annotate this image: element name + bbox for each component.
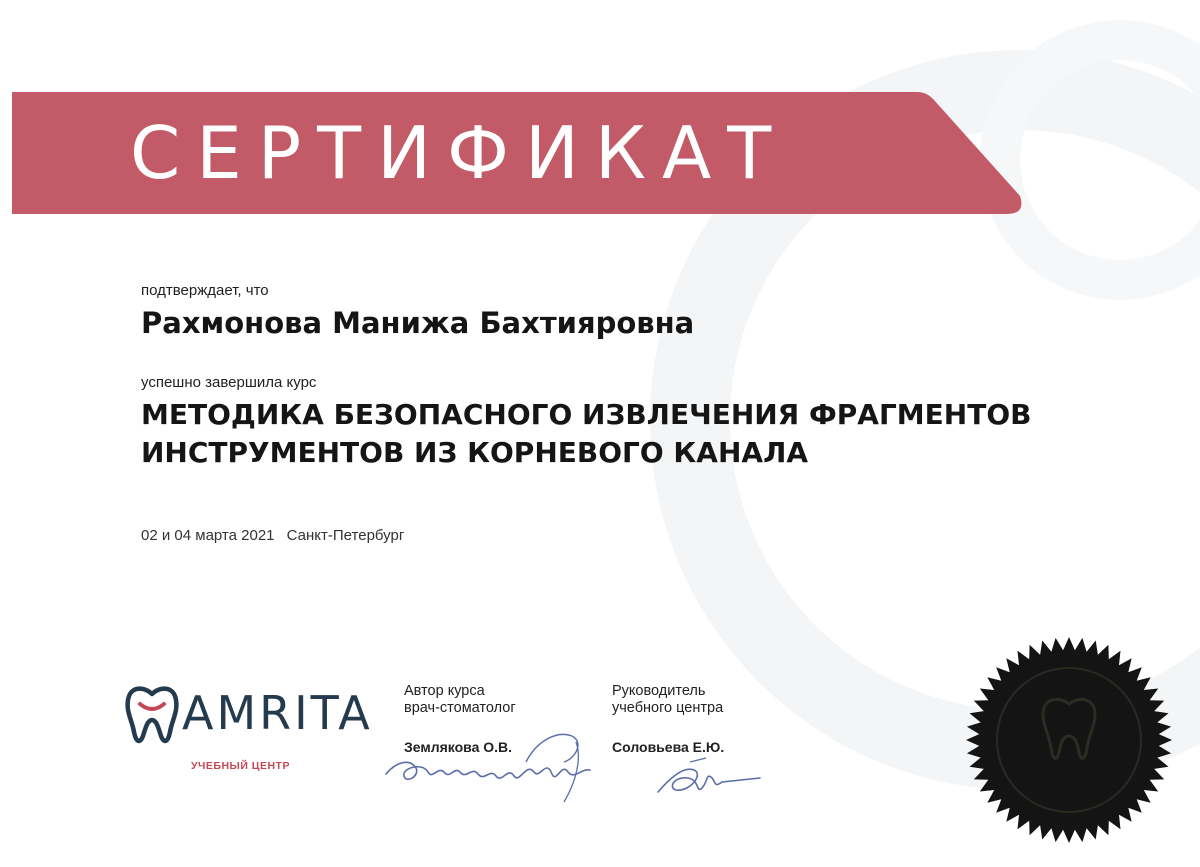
course-title-line: МЕТОДИКА БЕЗОПАСНОГО ИЗВЛЕЧЕНИЯ ФРАГМЕНТОВ (141, 398, 1032, 431)
course-date: 02 и 04 марта 2021 (141, 527, 275, 544)
signature-director (650, 748, 780, 808)
logo-subtitle: УЧЕБНЫЙ ЦЕНТР (191, 760, 290, 772)
signatory-name: Соловьева Е.Ю. (612, 739, 725, 755)
course-title (141, 396, 1141, 472)
signatory-name: Землякова О.В. (404, 739, 513, 755)
course-city: Санкт-Петербург (286, 527, 405, 544)
confirms-label: подтверждает, что (141, 282, 269, 299)
signatory-role: Руководитель (612, 683, 706, 699)
signatory-role: врач-стоматолог (404, 700, 516, 716)
course-title-line: ИНСТРУМЕНТОВ ИЗ КОРНЕВОГО КАНАЛА (141, 436, 809, 469)
certificate-title: СЕРТИФИКАТ (130, 111, 788, 195)
date-location (141, 527, 404, 544)
signatory-role: учебного центра (612, 700, 724, 716)
title-banner (12, 92, 1024, 214)
completed-label: успешно завершила курс (141, 374, 317, 391)
gold-seal-icon (963, 634, 1175, 846)
signature-author (376, 722, 616, 812)
amrita-logo (124, 684, 373, 774)
tooth-logo-icon (124, 684, 180, 746)
signatory-role: Автор курса (404, 683, 485, 699)
logo-brand: AMRITA (182, 686, 373, 740)
recipient-name: Рахмонова Манижа Бахтияровна (141, 306, 695, 340)
signatory-director (612, 683, 724, 756)
